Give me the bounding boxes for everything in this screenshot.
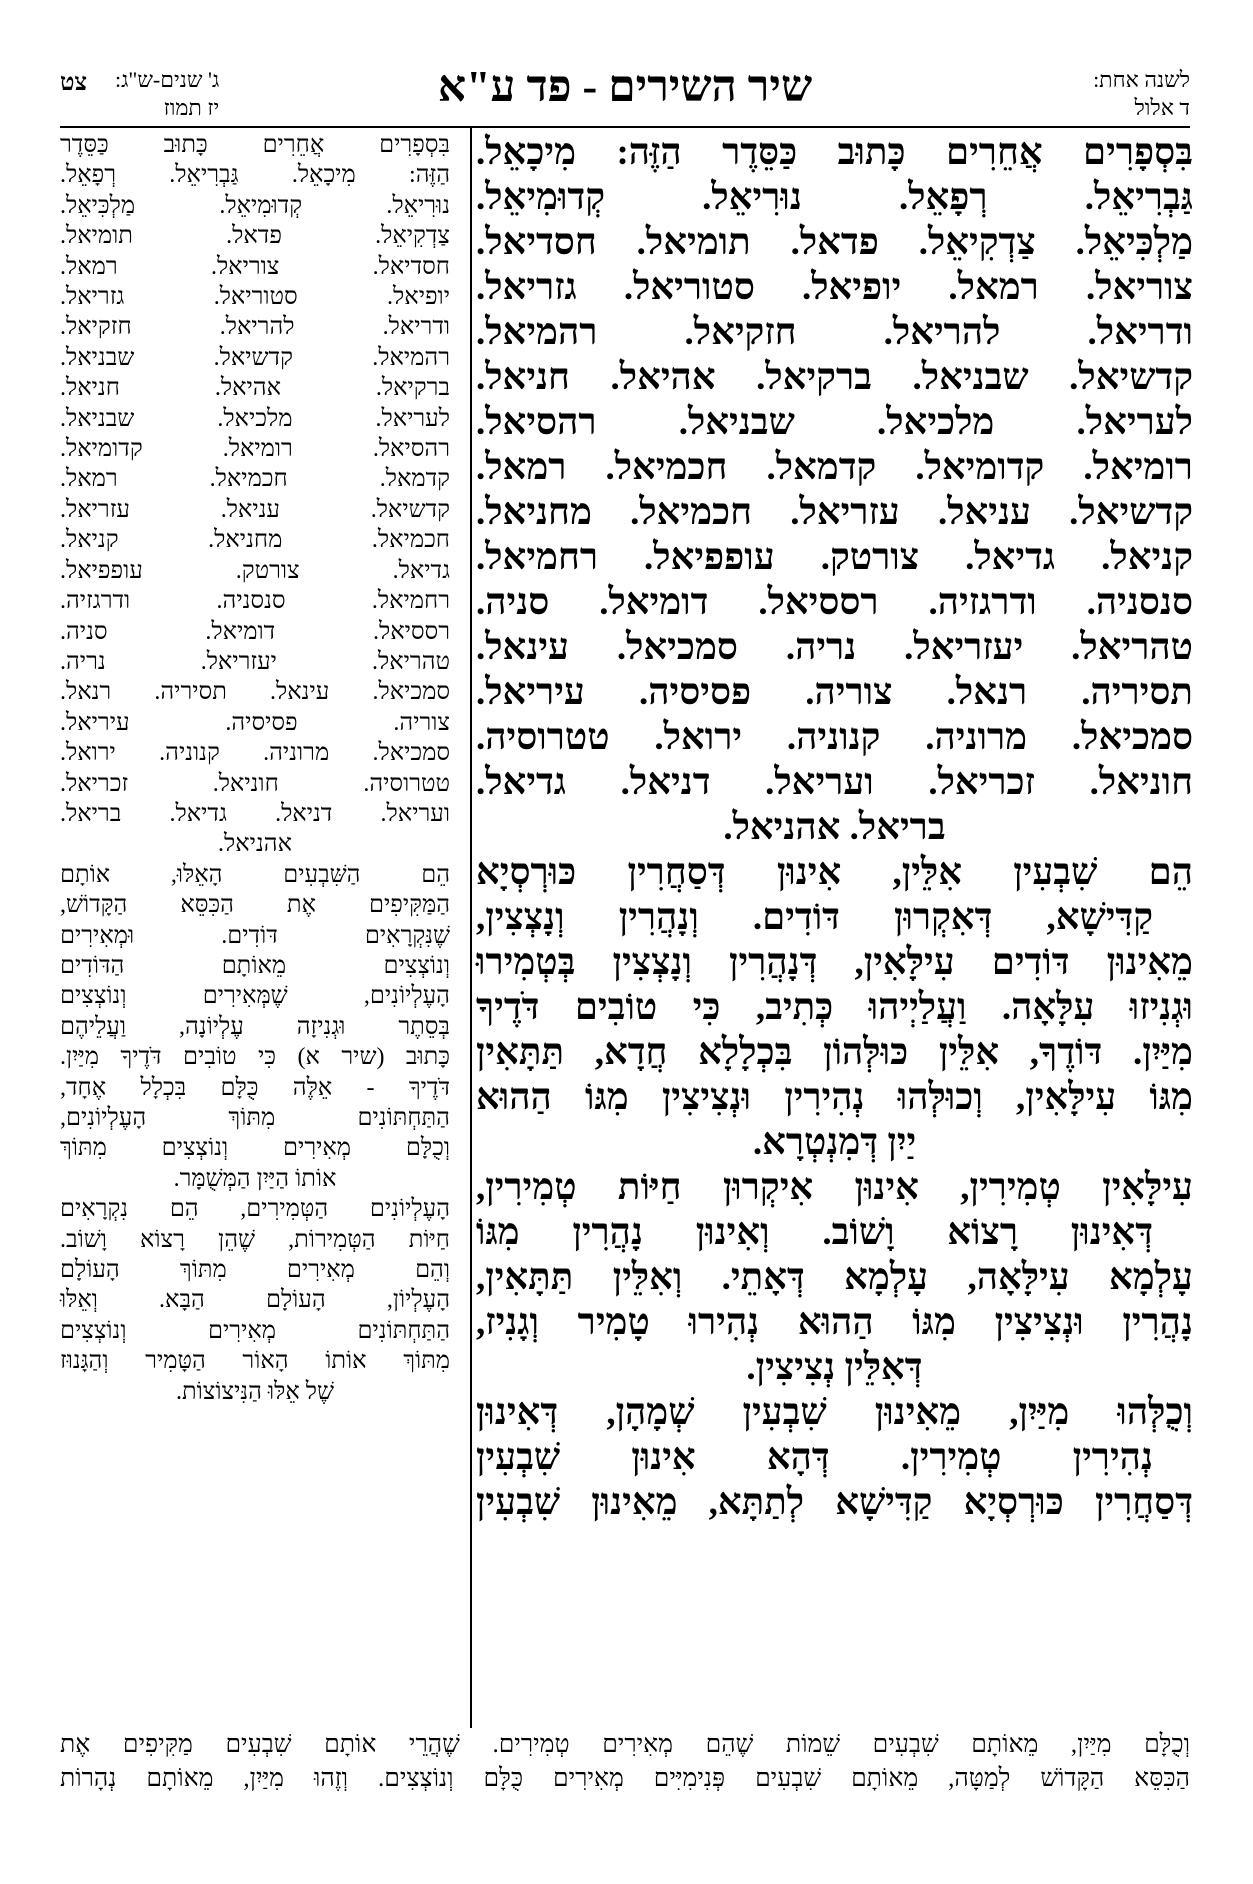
main-line: קדשיאל. שבניאל. ברקיאל. אהיאל. חניאל. [476,357,1193,398]
main-line: נְהִירִין טְמִירִין. דְּהָא אִינוּן שִׁבְעִין [476,1437,1153,1478]
main-line: מִיַּיִן. דּוֹדֶךָ, אִלֵּין כּוּלְּהוֹן בִּכְלָלָא חֲדָא, תַּתָּאִין [476,1032,1193,1073]
side-line: טטרוסיה. חוניאל. זכריאל. [60,770,450,797]
page-header [60,58,1190,128]
side-line: צוריה. פסיסיה. עיריאל. [60,709,450,736]
bottom-line: וְכֻלָּם מִיַּיִן, מֵאוֹתָם שִׁבְעִים שֵׁמוֹת שֶׁהֵם מְאִירִים טְמִירִים. שֶׁהֲרֵי אוֹתָם שִׁבְעִים מַקִּיפִים אֶת [60,1731,1190,1758]
side-line: הָעֶלְיוֹנִים, שֶׁמְּאִירִים וְנוֹצְצִים [60,983,450,1010]
side-line: שֶׁל אֵלּוּ הַנִּיצוֹצוֹת. [176,1378,334,1405]
main-line: מִגּוֹ עִילָּאִין, וְכוּלְּהוּ נְהִירִין וּנְצִיצִין מִגּוֹ הַהוּא [476,1077,1193,1118]
main-line: קניאל. גדיאל. צורטק. עופפיאל. רחמיאל. [476,537,1193,578]
side-line: דֹּדֶיךָ - אֵלֶּה כֻּלָּם בִּכְלָל אֶחָד, [60,1074,450,1101]
main-line: קַדִּישָׁא, דְּאִקְרוּן דּוֹדִים. וְנָהֲרִין וְנָצְצִין, [476,897,1153,938]
side-line: רססיאל. דומיאל. סניה. [60,618,450,645]
header-divider [60,126,1190,128]
side-line: וְהֵם מְאִירִים מִתּוֹךְ הָעוֹלָם [60,1257,450,1284]
side-line: אהניאל. [218,831,292,858]
page-title: שיר השירים - פד ע"א [437,62,813,111]
side-line: הֵם הַשִּׁבְעִים הָאֵלּוּ, אוֹתָם [60,861,450,888]
side-line: כָּתוּב (שיר א) כִּי טוֹבִים דֹּדֶיךָ מִיַּיִן. [60,1044,450,1071]
main-line: בריאל. אהניאל. [723,807,946,848]
main-line: טהריאל. יעזריאל. נריה. סמכיאל. עינאל. [476,627,1193,668]
main-line: וּגְנִיזוּ עִלָּאָה. וַעֲלַיְיהוּ כְּתִיב, כִּי טוֹבִים דֹּדֶיךָ [476,987,1193,1028]
side-line: הָעֶלְיוֹנִים הַטְּמִירִים, הֵם נִקְרָאִים [60,1196,450,1223]
main-line: בִּסְפָרִים אֲחֵרִים כָּתוּב כַּסֵּדֶר הַזֶּה: מִיכָאֵל. [476,132,1193,173]
commentary-column [60,130,450,1407]
side-line: הַתַּחְתּוֹנִים מְאִירִים וְנוֹצְצִים [60,1317,450,1344]
side-line: סמכיאל. עינאל. תסיריה. רנאל. [60,679,450,706]
main-line: דְּאִלֵּין נְצִיצִין. [746,1347,923,1388]
side-line: וְנוֹצְצִים מֵאוֹתָם הַדּוֹדִים [60,952,450,979]
main-line: צוריאל. רמאל. יופיאל. סטוריאל. גזריאל. [476,267,1193,308]
side-line: הַמַּקִּיפִים אֶת הַכִּסֵּא הַקָּדוֹשׁ, [60,892,450,919]
side-line: יופיאל. סטוריאל. גזריאל. [60,284,450,311]
side-line: לעריאל. מלכיאל. שבניאל. [60,405,450,432]
side-line: רהסיאל. רומיאל. קדומיאל. [60,436,450,463]
side-line: וְכֻלָּם מְאִירִים וְנוֹצְצִים מִתּוֹךְ [60,1135,450,1162]
side-line: בִּסְפָרִים אֲחֵרִים כָּתוּב כַּסֵּדֶר [60,132,450,158]
side-line: בְּסֵתֶר וּגְנִיזָה עֶלְיוֹנָה, וַעֲלֵיהֶם [60,1013,450,1040]
main-line: נָהֲרִין וּנְצִיצִין מִגּוֹ הַהוּא נְהִירוּ טָמִיר וְגָנִיז, [476,1302,1193,1343]
main-line: גַּבְרִיאֵל. רְפָאֵל. נוּרִיאֵל. קְדוּמִיאֵל. [476,177,1193,218]
side-line: הַזֶּה: מִיכָאֵל. גַּבְרִיאֵל. רְפָאֵל. [60,162,450,189]
side-line: צַדְקִיאֵל. פדאל. תומיאל. [60,223,450,250]
side-line: שֶׁנִּקְרָאִים דּוֹדִים. וּמְאִירִים [60,922,450,949]
side-line: חַיּוֹת הַטְּמִירוֹת, שֶׁהֵן רָצוֹא וָשׁוֹב. [60,1226,450,1253]
side-line: מִתּוֹךְ אוֹתוֹ הָאוֹר הַטָּמִיר וְהַגָּנוּז [60,1348,450,1375]
page-number: צט [60,70,88,96]
main-line: עָלְמָא עִילָּאָה, עָלְמָא דְּאָתֵי. וְאִלֵּין תַּתָּאִין, [476,1257,1193,1298]
main-line: מַלְכִּיאֵל. צַדְקִיאֵל. פדאל. תומיאל. חסדיאל. [476,222,1193,263]
column-divider [470,128,472,1728]
side-line: ודריאל. להריאל. חזקיאל. [60,314,450,341]
side-line: רהמיאל. קדשיאל. שבניאל. [60,344,450,371]
side-line: חסדיאל. צוריאל. רמאל. [60,253,450,280]
side-line: טהריאל. יעזריאל. נריה. [60,648,450,675]
main-line: חוניאל. זכריאל. ועריאל. דניאל. גדיאל. [476,762,1193,803]
side-line: ועריאל. דניאל. גדיאל. בריאל. [60,800,450,827]
side-line: קדשיאל. עניאל. עזריאל. [60,496,450,523]
side-line: רחמיאל. סנסניה. ודרגזיה. [60,588,450,615]
main-line: וְכֻלְּהוּ מִיַּיִן, מֵאִינוּן שִׁבְעִין שְׁמָהָן, דְּאִינוּן [476,1392,1193,1433]
side-line: גדיאל. צורטק. עופפיאל. [60,557,450,584]
side-line: ברקיאל. אהיאל. חניאל. [60,375,450,402]
main-line: ודריאל. להריאל. חזקיאל. רהמיאל. [476,312,1193,353]
schedule-one-year-date: ד אלול [1134,95,1190,120]
main-line: קדשיאל. עניאל. עזריאל. חכמיאל. מחניאל. [476,492,1193,533]
schedule-one-year-label: לשנה אחת: [1093,67,1190,92]
main-text-column [476,130,1193,1525]
main-line: הֵם שִׁבְעִין אִלֵּין, אִינוּן דְּסַחֲרִין כּוּרְסְיָא [476,852,1193,893]
main-line: סמכיאל. מרוניה. קנוניה. ירואל. טטרוסיה. [476,717,1193,758]
side-line: הַתַּחְתּוֹנִים מִתּוֹךְ הָעֶלְיוֹנִים, [60,1105,450,1131]
main-line: לעריאל. מלכיאל. שבניאל. רהסיאל. [476,402,1193,443]
side-line: קדמאל. חכמיאל. רמאל. [60,466,450,493]
schedule-three-years-date: יז תמוז [163,95,220,120]
schedule-three-years-label: ג' שנים-ש"ג: [115,67,220,92]
main-line: סנסניה. ודרגזיה. רססיאל. דומיאל. סניה. [476,582,1193,623]
main-line: דְּסַחֲרִין כּוּרְסְיָא קַדִּישָׁא לְתַתָּא, מֵאִינוּן שִׁבְעִין [476,1482,1193,1523]
bottom-translation [60,1728,1190,1796]
schedule-three-years [115,66,219,122]
main-line: רומיאל. קדומיאל. קדמאל. חכמיאל. רמאל. [476,447,1193,488]
bottom-line: הַכִּסֵּא הַקָּדוֹשׁ לְמַטָּה, מֵאוֹתָם שִׁבְעִים פְּנִימִיִּים מְאִירִים כֻּלָּם וְנוֹצְצִים. וְזֶהוּ מִיַּיִן, מֵאוֹתָם נְהָרוֹת [60,1765,1190,1792]
main-line: יַיִן דְּמִנְטְרָא. [752,1122,917,1163]
main-line: דְּאִינוּן רָצוֹא וָשׁוֹב. וְאִינוּן נָהֲרִין מִגּוֹ [476,1212,1153,1253]
side-line: חכמיאל. מחניאל. קניאל. [60,527,450,554]
side-line: סמכיאל. מרוניה. קנוניה. ירואל. [60,740,450,767]
side-line: אוֹתוֹ הַיַּיִן הַמְּשֻׁמָּר. [173,1165,337,1192]
side-line: נוּרִיאֵל. קְדוּמִיאֵל. מַלְכִּיאֵל. [60,192,450,219]
main-line: מֵאִינוּן דּוֹדִים עִילָּאִין, דְּנָהֲרִין וְנָצְצִין בְּטְמִירוּ [476,942,1193,983]
main-line: עִילָּאִין טְמִירִין, אִינוּן אִיקְרוּן חַיּוֹת טְמִירִין, [476,1167,1193,1208]
side-line: הָעֶלְיוֹן, הָעוֹלָם הַבָּא. וְאֵלּוּ [60,1287,450,1314]
main-line: תסיריה. רנאל. צוריה. פסיסיה. עיריאל. [476,672,1193,713]
